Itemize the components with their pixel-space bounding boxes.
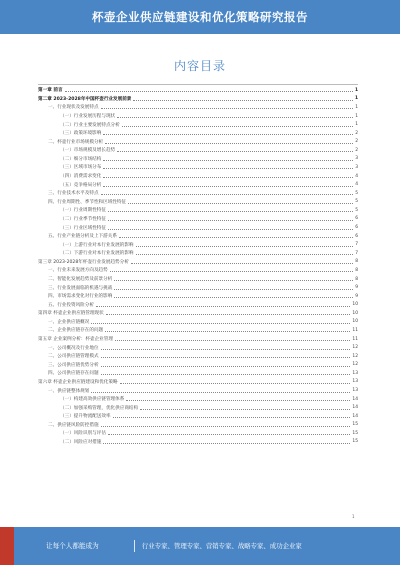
dot-leader: [140, 406, 350, 410]
toc-entry[interactable]: [38, 146, 358, 155]
toc-entry[interactable]: [38, 180, 358, 189]
toc-entry[interactable]: [38, 223, 358, 232]
toc-entry-page: 8: [355, 259, 358, 265]
toc-entry-page: 15: [352, 422, 358, 428]
toc-entry-page: 10: [352, 310, 358, 316]
footer-roles: 行业专家、管理专家、营销专家、战略专家、成功企业家: [142, 542, 302, 550]
dot-leader: [96, 303, 350, 307]
toc-entry-page: 5: [355, 207, 358, 213]
toc-entry-title: （三）提升物流配送效率: [60, 414, 111, 420]
toc-entry-page: 15: [352, 430, 358, 436]
toc-entry-page: 7: [355, 250, 358, 256]
toc-entry-page: 14: [352, 413, 358, 419]
dot-leader: [101, 363, 351, 367]
toc-entry-page: 14: [352, 396, 358, 402]
toc-entry[interactable]: [38, 206, 358, 215]
toc-entry-title: 三、行业发展面临的机遇与挑战: [48, 285, 113, 291]
toc-entry-title: 第四章 杯壶企业供应链管理现状: [38, 311, 104, 317]
dot-leader: [136, 243, 354, 247]
dot-leader: [136, 251, 354, 255]
toc-top-rule: [38, 84, 358, 85]
dot-leader: [91, 320, 350, 324]
toc-entry[interactable]: [38, 412, 358, 421]
toc-entry-title: （二）加强采购管理，优化供应商结构: [60, 405, 139, 411]
toc-entry-page: 9: [355, 293, 358, 299]
toc-entry[interactable]: [38, 429, 358, 438]
toc-entry-title: （一）风险识别与评估: [60, 431, 106, 437]
toc-entry[interactable]: [38, 215, 358, 224]
toc-entry-title: 五、行业产业链分析及上下游关系: [48, 234, 117, 240]
toc-entry-page: 11: [352, 336, 358, 342]
dot-leader: [119, 234, 353, 238]
toc-entry-page: 12: [352, 353, 358, 359]
toc-entry[interactable]: [38, 403, 358, 412]
toc-entry-page: 8: [355, 276, 358, 282]
toc-entry-page: 10: [352, 319, 358, 325]
dot-leader: [114, 294, 353, 298]
toc-entry-title: 四、行业周期性、季节性和区域性特征: [48, 199, 127, 205]
table-of-contents: [38, 86, 358, 446]
toc-entry-page: 4: [355, 173, 358, 179]
dot-leader: [108, 226, 353, 230]
toc-entry-title: 三、行业技术水平及特点: [48, 191, 99, 197]
toc-entry[interactable]: [38, 137, 358, 146]
toc-entry-page: 2: [355, 139, 358, 145]
dot-leader: [103, 174, 353, 178]
toc-entry[interactable]: [38, 283, 358, 292]
toc-entry[interactable]: [38, 326, 358, 335]
toc-heading: 内容目录: [173, 59, 226, 73]
dot-leader: [101, 423, 351, 427]
toc-entry[interactable]: [38, 95, 358, 104]
dot-leader: [103, 165, 353, 169]
toc-entry[interactable]: [38, 189, 358, 198]
toc-entry-title: 二、公司供应链管理模式: [48, 354, 99, 360]
toc-entry-title: （三）区域市场分布: [60, 165, 102, 171]
toc-entry-title: （三）政策环境影响: [60, 131, 102, 137]
toc-entry-title: （一）市场规模及增长趋势: [60, 148, 116, 154]
toc-entry-title: 三、公司供应链优势分析: [48, 362, 99, 368]
toc-entry-page: 1: [355, 122, 358, 128]
toc-entry-page: 14: [352, 405, 358, 411]
toc-entry-title: 一、行业现状及发展特点: [48, 105, 99, 111]
dot-leader: [101, 105, 354, 109]
toc-entry-title: （二）行业季节性特征: [60, 216, 106, 222]
toc-entry-page: 3: [355, 156, 358, 162]
toc-entry[interactable]: [38, 120, 358, 129]
dot-leader: [101, 371, 351, 375]
toc-entry[interactable]: [38, 335, 358, 344]
dot-leader: [65, 88, 353, 92]
toc-entry-page: 9: [355, 285, 358, 291]
toc-entry-title: 第一章 前言: [38, 88, 63, 94]
dot-leader: [103, 440, 350, 444]
toc-entry-page: 6: [355, 233, 358, 239]
toc-entry-title: （二）下游行业对本行业发展的影响: [60, 251, 134, 257]
toc-entry-title: （一）构建高效供应链管理体系: [60, 397, 125, 403]
dot-leader: [117, 114, 353, 118]
dot-leader: [113, 414, 351, 418]
toc-entry[interactable]: [38, 395, 358, 404]
footer-accent: [0, 527, 14, 565]
dot-leader: [108, 208, 353, 212]
footer-separator: [134, 540, 135, 552]
dot-leader: [120, 380, 351, 384]
toc-entry-title: 一、企业供应链概况: [48, 319, 90, 325]
toc-entry-title: （三）行业区域性特征: [60, 225, 106, 231]
toc-entry[interactable]: [38, 421, 358, 430]
toc-entry[interactable]: [38, 438, 358, 447]
toc-entry-page: 1: [354, 87, 358, 93]
toc-entry-page: 1: [355, 113, 358, 119]
toc-entry-title: 第二章 2023-2028年中国杯壶行业发展前景: [38, 96, 132, 102]
toc-entry-title: （二）行业主要发展特点分析: [60, 122, 120, 128]
footer-bar: [0, 527, 400, 565]
footer-slogan: 让每个人都能成为: [46, 542, 99, 550]
toc-entry[interactable]: [38, 300, 358, 309]
dot-leader: [103, 157, 353, 161]
toc-entry-title: 二、杯壶行业市场规模分析: [48, 139, 104, 145]
toc-entry-page: 13: [352, 379, 358, 385]
toc-entry[interactable]: [38, 275, 358, 284]
page-number: 1: [352, 514, 355, 519]
toc-entry-page: 12: [352, 362, 358, 368]
toc-entry[interactable]: [38, 266, 358, 275]
toc-entry-page: 4: [355, 182, 358, 188]
toc-entry-page: 5: [355, 190, 358, 196]
dot-leader: [101, 191, 354, 195]
toc-entry-title: 二、智能化发展趋势及前景分析: [48, 277, 113, 282]
toc-entry-title: （五）竞争格局分析: [60, 182, 102, 188]
toc-entry[interactable]: [38, 318, 358, 327]
toc-entry-title: 二、企业供应链存在的问题: [48, 328, 104, 334]
dot-leader: [105, 328, 350, 332]
toc-entry[interactable]: [38, 343, 358, 352]
toc-entry-page: 15: [352, 439, 358, 445]
toc-entry[interactable]: [38, 103, 358, 112]
toc-entry[interactable]: [38, 258, 358, 267]
toc-entry-page: 7: [355, 242, 358, 248]
toc-entry-page: 1: [355, 104, 358, 110]
dot-leader: [126, 397, 350, 401]
toc-entry-title: 二、供应链风险防控措施: [48, 422, 99, 428]
toc-entry-title: 第六章 杯壶企业供应链建设和优化策略: [38, 379, 118, 385]
toc-entry[interactable]: [38, 172, 358, 181]
toc-entry[interactable]: [38, 129, 358, 138]
dot-leader: [108, 431, 350, 435]
toc-entry-title: 第五章 企业案例分析：杯壶企业管理: [38, 337, 113, 343]
toc-entry-title: （四）消费需求变化: [60, 174, 102, 180]
dot-leader: [131, 260, 353, 264]
toc-entry[interactable]: [38, 361, 358, 370]
toc-entry[interactable]: [38, 309, 358, 318]
dot-leader: [128, 200, 353, 204]
toc-entry[interactable]: [38, 386, 358, 395]
dot-leader: [108, 217, 353, 221]
toc-entry[interactable]: [38, 369, 358, 378]
toc-entry[interactable]: [38, 378, 358, 387]
toc-entry-page: 6: [355, 216, 358, 222]
toc-entry-title: 五、行业投资风险分析: [48, 302, 94, 308]
toc-entry-title: 四、公司供应链存在问题: [48, 371, 99, 377]
toc-entry[interactable]: [38, 232, 358, 241]
toc-entry-page: 5: [355, 199, 358, 205]
dot-leader: [114, 277, 353, 281]
toc-entry-page: 2: [355, 130, 358, 136]
toc-entry-page: 13: [352, 370, 358, 376]
dot-leader: [103, 183, 353, 187]
toc-entry-title: 一、供应链整体规划: [48, 388, 90, 394]
toc-entry[interactable]: [38, 155, 358, 164]
dot-leader: [101, 346, 351, 350]
toc-entry[interactable]: [38, 86, 358, 95]
toc-entry-page: 11: [352, 327, 358, 333]
toc-entry-page: 12: [352, 345, 358, 351]
dot-leader: [115, 337, 350, 341]
dot-leader: [91, 389, 350, 393]
toc-entry-page: 2: [355, 147, 358, 153]
report-title: 杯壶企业供应链建设和优化策略研究报告: [92, 10, 308, 24]
dot-leader: [103, 131, 353, 135]
toc-entry[interactable]: [38, 249, 358, 258]
dot-leader: [101, 354, 351, 358]
dot-leader: [105, 140, 353, 144]
dot-leader: [110, 268, 353, 272]
dot-leader: [133, 97, 353, 101]
toc-entry[interactable]: [38, 163, 358, 172]
toc-entry[interactable]: [38, 112, 358, 121]
dot-leader: [114, 286, 353, 290]
toc-entry-page: 13: [352, 388, 358, 394]
toc-entry[interactable]: [38, 292, 358, 301]
toc-entry-title: （一）行业周期性特征: [60, 208, 106, 214]
toc-entry-page: 1: [354, 96, 358, 102]
toc-entry-page: 10: [352, 302, 358, 308]
toc-entry-page: 3: [355, 164, 358, 170]
toc-entry-page: 8: [355, 267, 358, 273]
toc-entry-title: 一、行业未来发展方向及趋势: [48, 268, 108, 274]
dot-leader: [117, 148, 353, 152]
dot-leader: [122, 123, 353, 127]
toc-entry-title: 一、公司概况及行业地位: [48, 345, 99, 351]
toc-entry-title: 第三章 2023-2028年杯壶行业发展趋势分析: [38, 259, 129, 265]
toc-entry-title: （二）细分市场结构: [60, 156, 102, 162]
toc-entry-page: 6: [355, 225, 358, 231]
toc-entry-title: （一）行业发展历程与现状: [60, 114, 116, 120]
toc-entry[interactable]: [38, 240, 358, 249]
toc-entry-title: 四、市场需求变化对行业的影响: [48, 294, 113, 300]
toc-entry[interactable]: [38, 198, 358, 207]
dot-leader: [106, 311, 351, 315]
toc-entry[interactable]: [38, 352, 358, 361]
toc-entry-title: （二）风险应对措施: [60, 439, 102, 445]
toc-entry-title: （一）上游行业对本行业发展的影响: [60, 242, 134, 248]
